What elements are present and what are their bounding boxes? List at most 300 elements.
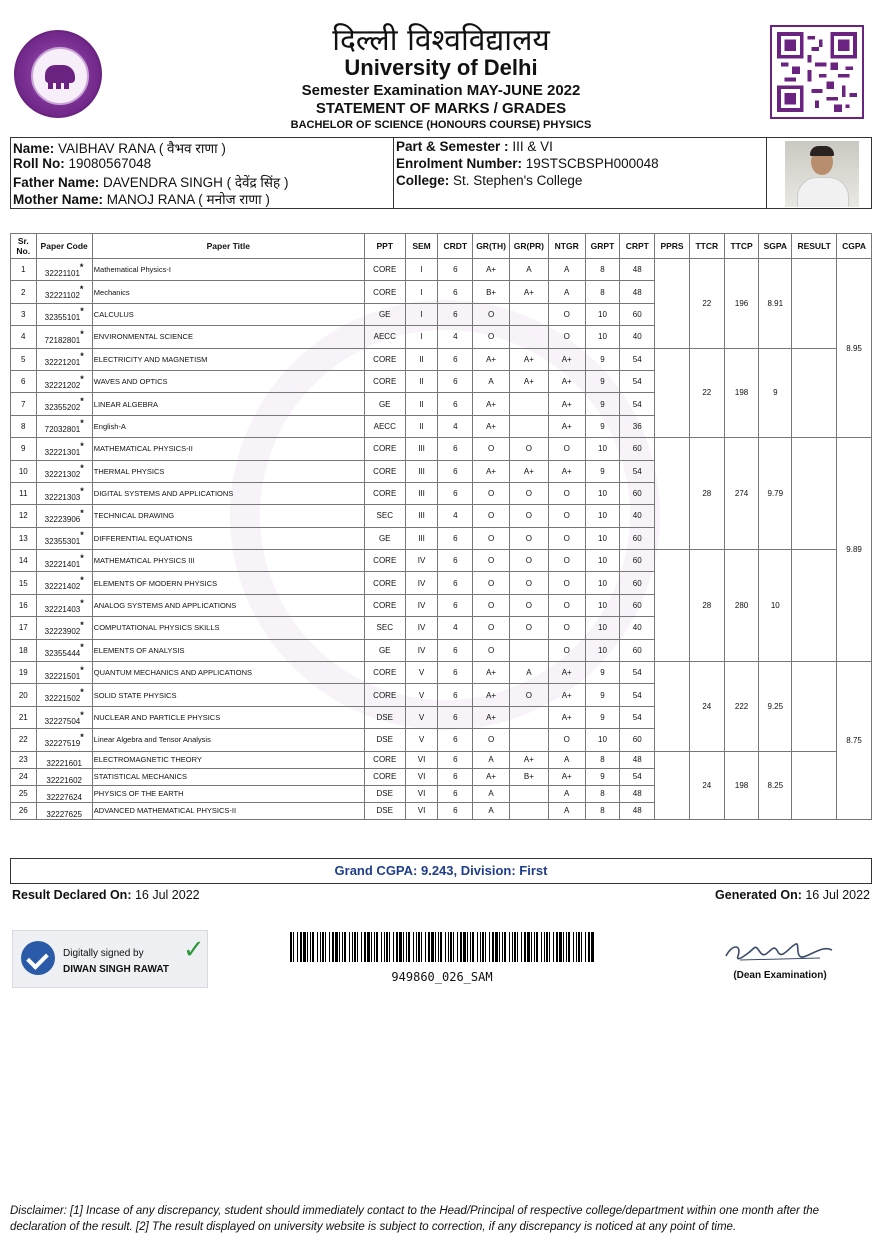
crdt-cell: 6 (438, 550, 473, 572)
sem-cell: IV (405, 550, 438, 572)
grpt-cell: 9 (585, 393, 620, 415)
reappear-star: * (80, 597, 84, 608)
course-title: BACHELOR OF SCIENCE (HONOURS COURSE) PHYSICS (290, 119, 592, 131)
barcode-bar (463, 932, 466, 962)
grade-pr-cell (509, 326, 548, 348)
result-cell (792, 438, 837, 550)
barcode-bar (425, 932, 426, 962)
sem-cell: II (405, 370, 438, 392)
grpt-cell: 9 (585, 415, 620, 437)
grade-th-cell: O (473, 550, 510, 572)
sr-cell: 20 (11, 684, 37, 706)
crdt-cell: 4 (438, 617, 473, 639)
reappear-star: * (80, 440, 84, 451)
sr-cell: 14 (11, 550, 37, 572)
reappear-star: * (80, 731, 84, 742)
sr-cell: 25 (11, 785, 37, 802)
sem-cell: IV (405, 594, 438, 616)
grade-pr-cell: A+ (509, 348, 548, 370)
result-cell (792, 751, 837, 819)
grade-th-cell: A+ (473, 415, 510, 437)
barcode-bar (509, 932, 510, 962)
crdt-cell: 6 (438, 259, 473, 281)
crdt-cell: 6 (438, 393, 473, 415)
barcode-bar (502, 932, 503, 962)
paper-title-cell: MATHEMATICAL PHYSICS III (92, 550, 364, 572)
ppt-cell: CORE (364, 768, 405, 785)
barcode-bar (317, 932, 318, 962)
paper-code-cell: 32221102* (36, 281, 92, 303)
sem-cell: V (405, 729, 438, 751)
grade-th-cell: A+ (473, 348, 510, 370)
crpt-cell: 54 (620, 706, 655, 728)
cgpa-cell: 9.89 (837, 438, 872, 662)
barcode-bar (477, 932, 478, 962)
crdt-cell: 6 (438, 684, 473, 706)
barcode-bar (290, 932, 292, 962)
paper-code-cell: 32221501* (36, 662, 92, 684)
barcode-bar (566, 932, 567, 962)
pprs-cell (655, 348, 690, 438)
grade-pr-cell: O (509, 684, 548, 706)
barcode-bar (568, 932, 570, 962)
ntgr-cell: A+ (548, 415, 585, 437)
barcode-icon (290, 932, 594, 962)
student-name: VAIBHAV RANA ( वैभव राणा ) (58, 141, 226, 156)
paper-title-cell: SOLID STATE PHYSICS (92, 684, 364, 706)
ppt-cell: CORE (364, 594, 405, 616)
grpt-cell: 10 (585, 572, 620, 594)
cgpa-cell: 8.95 (837, 259, 872, 438)
sr-cell: 11 (11, 482, 37, 504)
generated-date: 16 Jul 2022 (805, 888, 870, 902)
grade-th-cell: A+ (473, 706, 510, 728)
grade-th-cell: O (473, 303, 510, 325)
ntgr-cell: O (548, 617, 585, 639)
father-name: DAVENDRA SINGH ( देवेंद्र सिंह ) (103, 175, 289, 190)
barcode-bar (549, 932, 550, 962)
grade-pr-cell: O (509, 594, 548, 616)
paper-title-cell: COMPUTATIONAL PHYSICS SKILLS (92, 617, 364, 639)
sgpa-cell: 10 (759, 550, 792, 662)
reappear-star: * (80, 507, 84, 518)
barcode-bar (403, 932, 404, 962)
ppt-cell: CORE (364, 482, 405, 504)
sem-cell: V (405, 662, 438, 684)
crdt-cell: 4 (438, 415, 473, 437)
ppt-cell: AECC (364, 326, 405, 348)
grand-cgpa-box (10, 858, 872, 884)
barcode-text: 949860_026_SAM (391, 970, 493, 984)
barcode-bar (349, 932, 350, 962)
ntgr-cell: A+ (548, 706, 585, 728)
grade-th-cell: A (473, 802, 510, 819)
barcode-bar (512, 932, 513, 962)
header-sem: SEM (405, 234, 438, 259)
grade-th-cell: O (473, 594, 510, 616)
barcode-bar (342, 932, 343, 962)
crdt-cell: 6 (438, 527, 473, 549)
dean-signature-icon (720, 934, 840, 968)
crpt-cell: 54 (620, 768, 655, 785)
statement-title: STATEMENT OF MARKS / GRADES (315, 100, 567, 117)
grpt-cell: 10 (585, 594, 620, 616)
signer-name: DIWAN SINGH RAWAT (63, 964, 169, 975)
student-photo (785, 141, 859, 207)
ttcp-cell: 274 (724, 438, 759, 550)
paper-title-cell: PHYSICS OF THE EARTH (92, 785, 364, 802)
sr-cell: 4 (11, 326, 37, 348)
grpt-cell: 8 (585, 751, 620, 768)
barcode-bar (576, 932, 577, 962)
reappear-star: * (80, 485, 84, 496)
paper-code-cell: 32221101* (36, 259, 92, 281)
grade-th-cell: A (473, 785, 510, 802)
ttcr-cell: 28 (689, 550, 724, 662)
paper-code-cell: 32221302* (36, 460, 92, 482)
sgpa-cell: 8.25 (759, 751, 792, 819)
grpt-cell: 10 (585, 639, 620, 661)
grade-pr-cell: A+ (509, 281, 548, 303)
grade-th-cell: A+ (473, 460, 510, 482)
barcode-bar (322, 932, 324, 962)
grade-pr-cell (509, 729, 548, 751)
grade-th-cell: A+ (473, 662, 510, 684)
paper-code-cell: 32221403* (36, 594, 92, 616)
barcode-bar (389, 932, 390, 962)
barcode-bar (504, 932, 506, 962)
sr-cell: 10 (11, 460, 37, 482)
sr-cell: 2 (11, 281, 37, 303)
result-declared-date: 16 Jul 2022 (134, 888, 200, 902)
ntgr-cell: O (548, 527, 585, 549)
sr-cell: 6 (11, 370, 37, 392)
sr-cell: 5 (11, 348, 37, 370)
barcode-bar (371, 932, 372, 962)
division-label: Division: (460, 863, 516, 878)
crpt-cell: 54 (620, 370, 655, 392)
barcode-bar (435, 932, 436, 962)
grade-pr-cell (509, 415, 548, 437)
sem-cell: I (405, 259, 438, 281)
crpt-cell: 48 (620, 281, 655, 303)
sem-cell: VI (405, 802, 438, 819)
college-line: College: St. Stephen's College (396, 173, 583, 188)
paper-code-cell: 32355202* (36, 393, 92, 415)
paper-title-cell: CALCULUS (92, 303, 364, 325)
barcode-bar (460, 932, 462, 962)
sr-cell: 21 (11, 706, 37, 728)
grpt-cell: 8 (585, 785, 620, 802)
sem-cell: IV (405, 617, 438, 639)
crdt-cell: 6 (438, 482, 473, 504)
barcode-bar (307, 932, 308, 962)
grade-pr-cell: O (509, 505, 548, 527)
grade-th-cell: O (473, 617, 510, 639)
grade-th-cell: A+ (473, 684, 510, 706)
crpt-cell: 36 (620, 415, 655, 437)
barcode-bar (418, 932, 420, 962)
header-grth: GR(TH) (473, 234, 510, 259)
paper-title-cell: NUCLEAR AND PARTICLE PHYSICS (92, 706, 364, 728)
reappear-star: * (80, 709, 84, 720)
paper-title-cell: ELECTRICITY AND MAGNETISM (92, 348, 364, 370)
table-row (11, 751, 872, 768)
paper-title-cell: ELECTROMAGNETIC THEORY (92, 751, 364, 768)
sr-cell: 26 (11, 802, 37, 819)
reappear-star: * (80, 642, 84, 653)
sr-cell: 22 (11, 729, 37, 751)
grade-pr-cell: O (509, 550, 548, 572)
crdt-cell: 6 (438, 639, 473, 661)
barcode-bar (440, 932, 442, 962)
sem-cell: I (405, 281, 438, 303)
reappear-star: * (80, 575, 84, 586)
barcode-bar (312, 932, 314, 962)
paper-title-cell: Linear Algebra and Tensor Analysis (92, 729, 364, 751)
sem-cell: II (405, 393, 438, 415)
ppt-cell: GE (364, 393, 405, 415)
ppt-cell: DSE (364, 706, 405, 728)
grade-th-cell: B+ (473, 281, 510, 303)
barcode-bar (300, 932, 302, 962)
grpt-cell: 10 (585, 482, 620, 504)
grade-pr-cell (509, 706, 548, 728)
sr-cell: 7 (11, 393, 37, 415)
barcode-bar (381, 932, 382, 962)
paper-title-cell: QUANTUM MECHANICS AND APPLICATIONS (92, 662, 364, 684)
sgpa-cell: 9.79 (759, 438, 792, 550)
barcode-bar (352, 932, 353, 962)
sr-cell: 19 (11, 662, 37, 684)
grade-pr-cell: O (509, 617, 548, 639)
paper-code-cell: 32227625 (36, 802, 92, 819)
grpt-cell: 10 (585, 729, 620, 751)
part-semester: III & VI (512, 139, 553, 154)
barcode-bar (361, 932, 362, 962)
crpt-cell: 60 (620, 639, 655, 661)
barcode-bar (544, 932, 545, 962)
enrolment-number: 19STSCBSPH000048 (525, 156, 659, 171)
ppt-cell: CORE (364, 348, 405, 370)
reappear-star: * (80, 418, 84, 429)
header-grpr: GR(PR) (509, 234, 548, 259)
crdt-cell: 6 (438, 348, 473, 370)
sr-cell: 24 (11, 768, 37, 785)
paper-title-cell: WAVES AND OPTICS (92, 370, 364, 392)
grpt-cell: 9 (585, 460, 620, 482)
barcode-bar (448, 932, 449, 962)
barcode-bar (527, 932, 530, 962)
crdt-cell: 6 (438, 281, 473, 303)
crpt-cell: 54 (620, 662, 655, 684)
header-ntgr: NTGR (548, 234, 585, 259)
crpt-cell: 48 (620, 751, 655, 768)
barcode-bar (546, 932, 548, 962)
division-value: First (519, 863, 548, 878)
barcode-bar (472, 932, 474, 962)
ttcp-cell: 198 (724, 348, 759, 438)
barcode-bar (573, 932, 574, 962)
table-row (11, 550, 872, 572)
grade-th-cell: O (473, 639, 510, 661)
table-row (11, 348, 872, 370)
barcode-bar (335, 932, 338, 962)
ntgr-cell: A+ (548, 393, 585, 415)
crpt-cell: 60 (620, 303, 655, 325)
ntgr-cell: A+ (548, 662, 585, 684)
grpt-cell: 10 (585, 438, 620, 460)
ntgr-cell: A (548, 281, 585, 303)
crpt-cell: 48 (620, 785, 655, 802)
qr-code-icon (770, 25, 864, 119)
grade-pr-cell: O (509, 572, 548, 594)
crdt-cell: 4 (438, 505, 473, 527)
barcode-bar (556, 932, 558, 962)
crdt-cell: 6 (438, 370, 473, 392)
sem-cell: VI (405, 768, 438, 785)
paper-code-cell: 32221601 (36, 751, 92, 768)
pprs-cell (655, 259, 690, 349)
grpt-cell: 9 (585, 706, 620, 728)
disclaimer-text: Disclaimer: [1] Incase of any discrepancy, student should immediately contact to the Head/Principal of respective college/department within one month after the declaration of the result. [2] The result displayed on university website is subject to correction, if any discrepancy is noticed at any point of time. (10, 1205, 820, 1233)
crpt-cell: 54 (620, 348, 655, 370)
header-crpt: CRPT (620, 234, 655, 259)
paper-code-cell: 32221202* (36, 370, 92, 392)
header-cgpa: CGPA (837, 234, 872, 259)
crdt-cell: 6 (438, 785, 473, 802)
paper-code-cell: 32227519* (36, 729, 92, 751)
barcode-bar (578, 932, 580, 962)
mother-name-line: Mother Name: MANOJ RANA ( मनोज राणा ) (13, 192, 270, 207)
grpt-cell: 8 (585, 281, 620, 303)
ppt-cell: CORE (364, 684, 405, 706)
crdt-cell: 6 (438, 303, 473, 325)
table-row (11, 259, 872, 281)
reappear-star: * (80, 463, 84, 474)
grade-pr-cell: A+ (509, 751, 548, 768)
ttcr-cell: 24 (689, 751, 724, 819)
barcode-bar (339, 932, 340, 962)
ntgr-cell: A (548, 802, 585, 819)
barcode-bar (553, 932, 554, 962)
barcode-bar (517, 932, 518, 962)
crdt-cell: 6 (438, 662, 473, 684)
crdt-cell: 6 (438, 706, 473, 728)
barcode-bar (408, 932, 410, 962)
barcode-bar (396, 932, 398, 962)
digital-signature-badge (12, 930, 208, 988)
ppt-cell: AECC (364, 415, 405, 437)
grade-th-cell: O (473, 482, 510, 504)
sem-cell: I (405, 303, 438, 325)
ppt-cell: CORE (364, 281, 405, 303)
pprs-cell (655, 751, 690, 819)
result-cell (792, 662, 837, 752)
reappear-star: * (80, 396, 84, 407)
crdt-cell: 6 (438, 572, 473, 594)
reappear-star: * (80, 328, 84, 339)
crpt-cell: 48 (620, 259, 655, 281)
paper-title-cell: ENVIRONMENTAL SCIENCE (92, 326, 364, 348)
barcode-bar (524, 932, 526, 962)
header-code: Paper Code (36, 234, 92, 259)
sem-cell: V (405, 706, 438, 728)
crpt-cell: 48 (620, 802, 655, 819)
barcode-bar (492, 932, 494, 962)
grpt-cell: 10 (585, 617, 620, 639)
barcode-bar (467, 932, 468, 962)
barcode-bar (399, 932, 402, 962)
sem-cell: VI (405, 751, 438, 768)
pprs-cell (655, 438, 690, 550)
reappear-star: * (80, 664, 84, 675)
barcode-bar (374, 932, 375, 962)
barcode-bar (438, 932, 439, 962)
grade-pr-cell: O (509, 438, 548, 460)
sem-cell: III (405, 505, 438, 527)
sem-cell: IV (405, 572, 438, 594)
paper-title-cell: DIFFERENTIAL EQUATIONS (92, 527, 364, 549)
paper-title-cell: ANALOG SYSTEMS AND APPLICATIONS (92, 594, 364, 616)
paper-code-cell: 32227624 (36, 785, 92, 802)
ppt-cell: CORE (364, 751, 405, 768)
crdt-cell: 6 (438, 751, 473, 768)
grade-pr-cell: A+ (509, 460, 548, 482)
barcode-bar (470, 932, 471, 962)
crpt-cell: 60 (620, 438, 655, 460)
reappear-star: * (80, 306, 84, 317)
barcode-bar (354, 932, 356, 962)
grpt-cell: 10 (585, 550, 620, 572)
sem-cell: VI (405, 785, 438, 802)
reappear-star: * (80, 619, 84, 630)
ntgr-cell: O (548, 639, 585, 661)
crdt-cell: 6 (438, 729, 473, 751)
grade-th-cell: A+ (473, 259, 510, 281)
ntgr-cell: O (548, 303, 585, 325)
barcode-bar (428, 932, 430, 962)
crpt-cell: 40 (620, 505, 655, 527)
barcode-bar (588, 932, 590, 962)
barcode-bar (310, 932, 311, 962)
marks-table (10, 233, 872, 820)
barcode-bar (413, 932, 414, 962)
paper-code-cell: 32355444* (36, 639, 92, 661)
ntgr-cell: O (548, 729, 585, 751)
hindi-university-title: दिल्ली विश्वविद्यालय (332, 23, 550, 58)
barcode-bar (393, 932, 394, 962)
barcode-bar (453, 932, 454, 962)
sem-cell: V (405, 684, 438, 706)
ttcr-cell: 28 (689, 438, 724, 550)
reappear-star: * (79, 284, 84, 295)
ppt-cell: CORE (364, 370, 405, 392)
paper-title-cell: English-A (92, 415, 364, 437)
student-info-box (10, 137, 872, 209)
ppt-cell: CORE (364, 438, 405, 460)
crdt-cell: 6 (438, 802, 473, 819)
barcode-bar (495, 932, 498, 962)
father-name-line: Father Name: DAVENDRA SINGH ( देवेंद्र सिंह ) (13, 175, 289, 190)
paper-code-cell: 32221602 (36, 768, 92, 785)
verified-badge-icon (21, 941, 55, 975)
barcode-bar (376, 932, 378, 962)
paper-title-cell: TECHNICAL DRAWING (92, 505, 364, 527)
grade-th-cell: O (473, 572, 510, 594)
ppt-cell: DSE (364, 802, 405, 819)
barcode-bar (485, 932, 486, 962)
